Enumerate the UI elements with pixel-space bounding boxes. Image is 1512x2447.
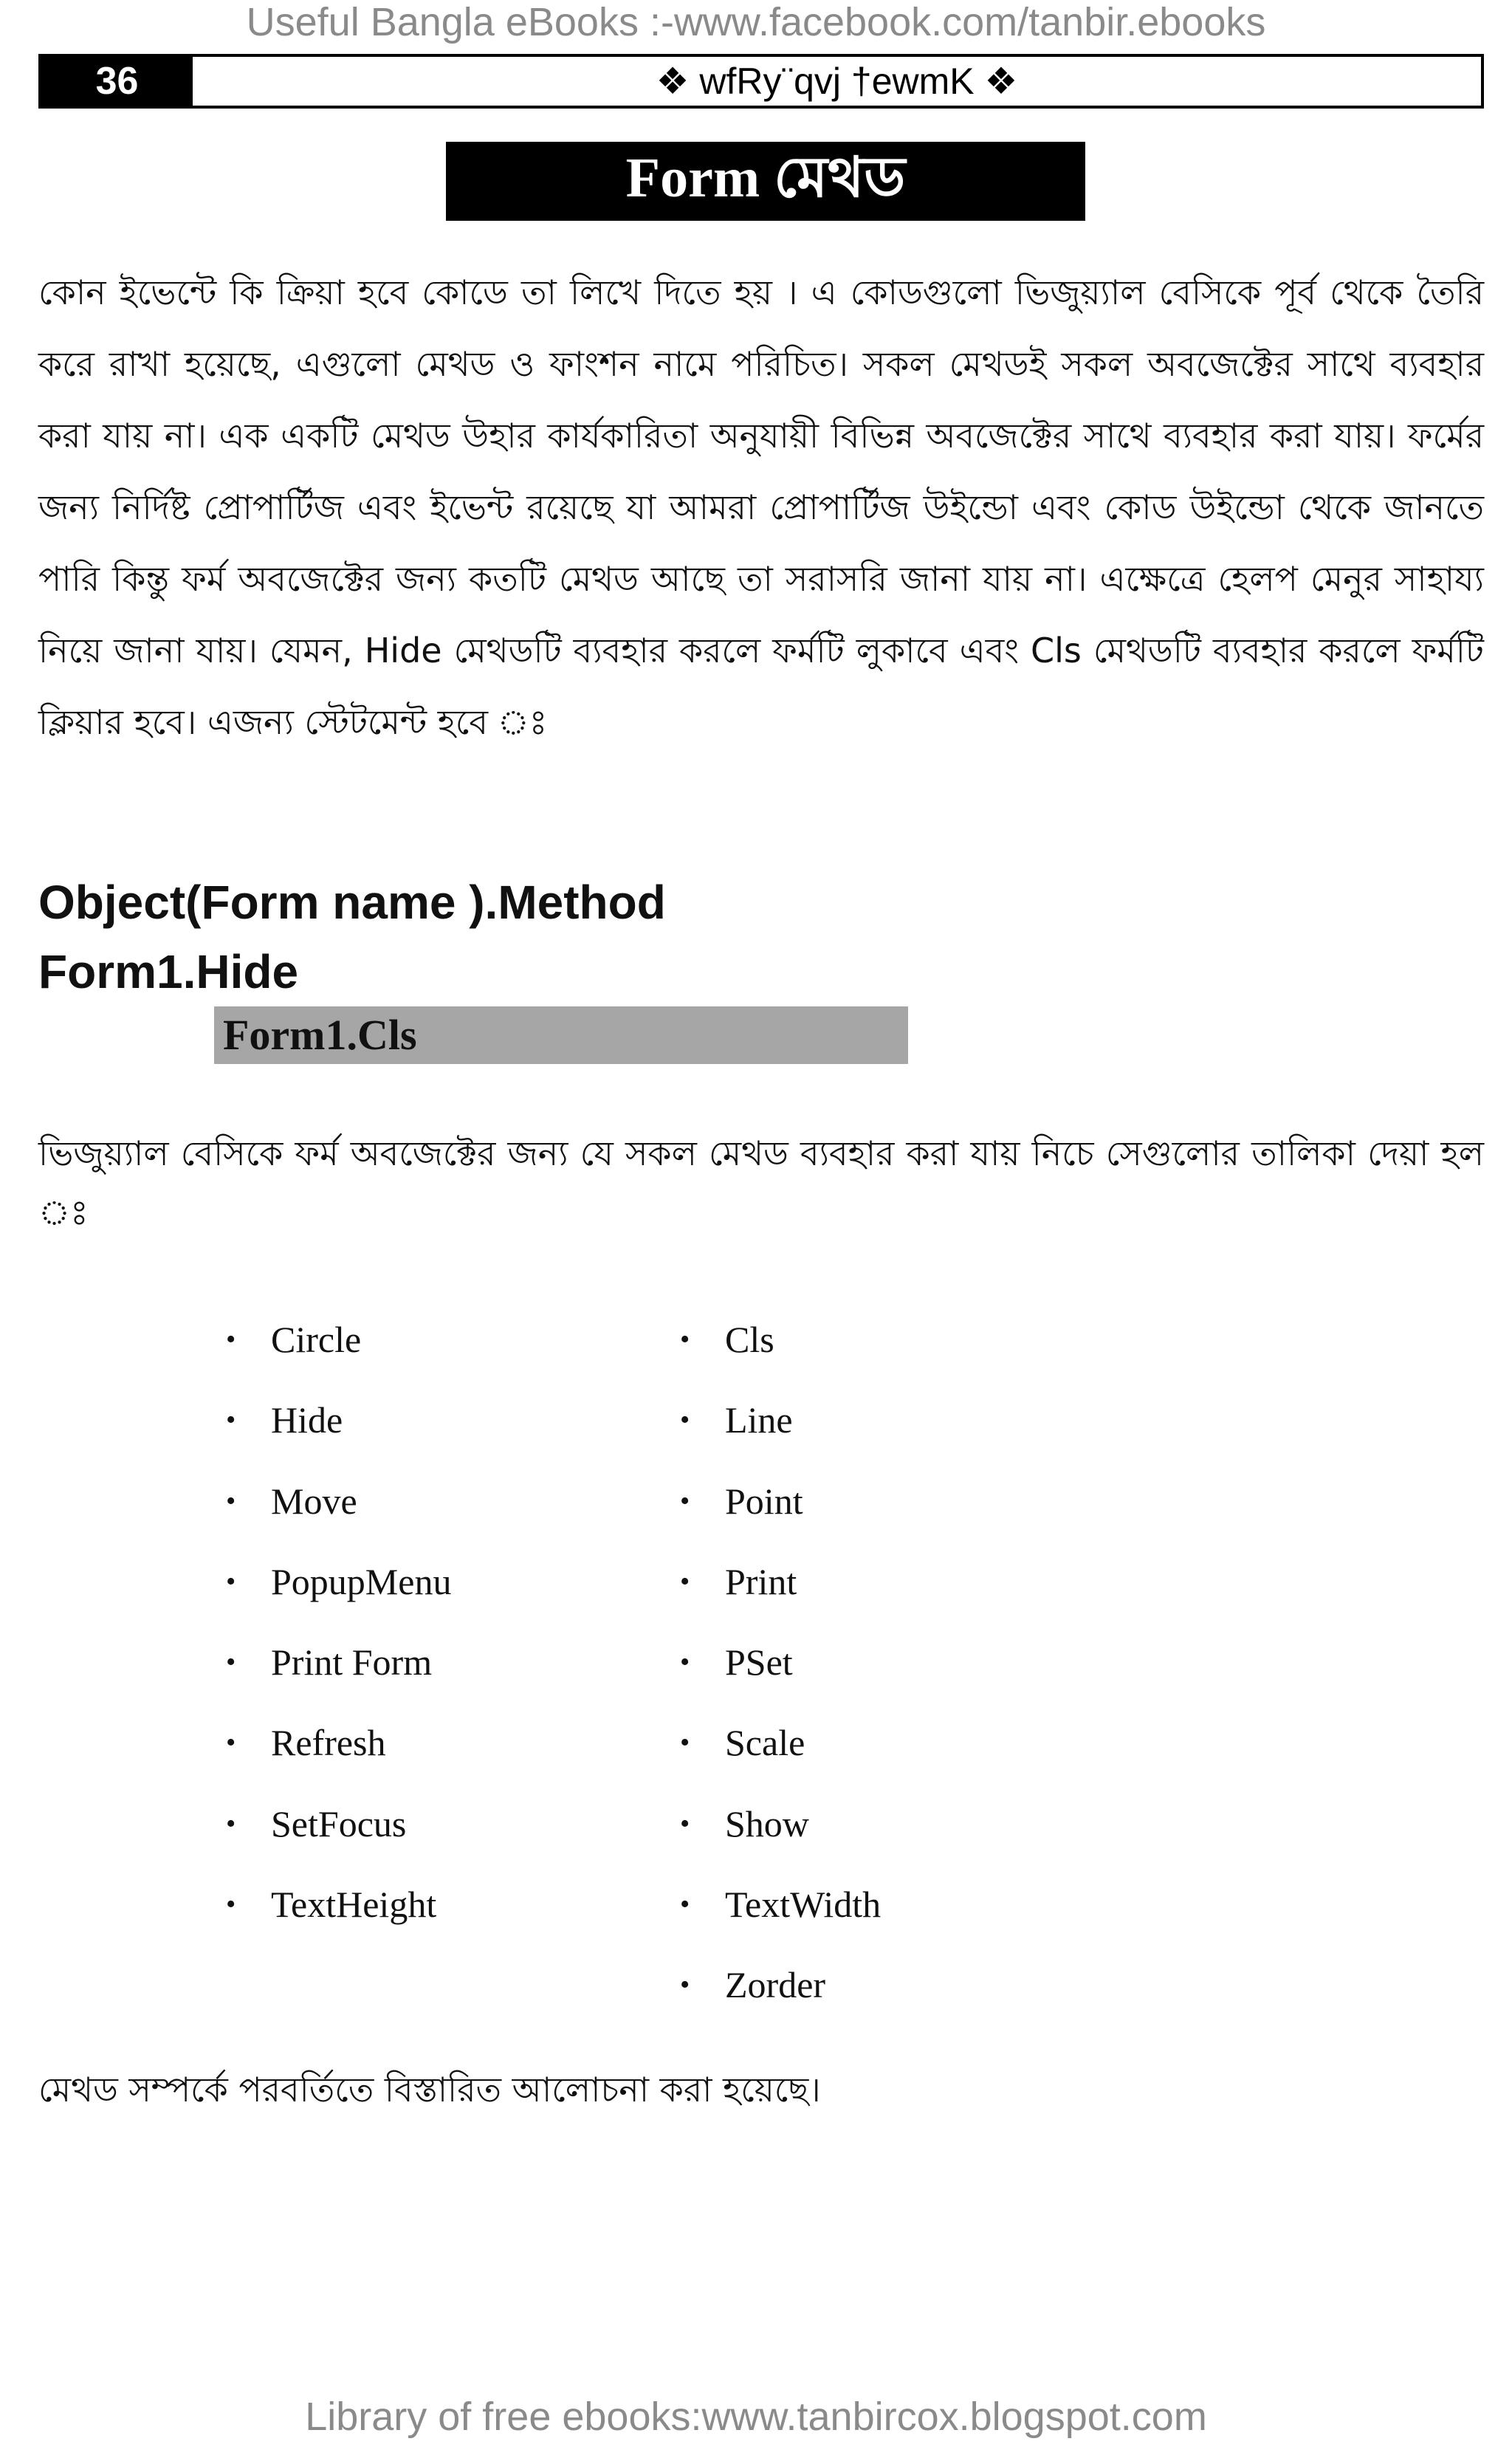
method-name: Cls [725, 1319, 774, 1360]
page-header [38, 54, 1484, 109]
bullet-icon: • [226, 1485, 236, 1517]
list-item [676, 1473, 1133, 1554]
list-item [676, 1957, 1133, 2037]
method-list-right [676, 1311, 1133, 2038]
method-name: Refresh [271, 1722, 386, 1764]
list-item [221, 1392, 679, 1472]
bullet-icon: • [680, 1727, 690, 1759]
method-name: Print Form [271, 1641, 433, 1684]
method-name: Zorder [725, 1964, 826, 2006]
list-item [221, 1634, 679, 1715]
code-syntax-line: Object(Form name ).Method [38, 876, 666, 929]
list-item [221, 1311, 679, 1392]
method-name: Hide [271, 1399, 343, 1441]
bullet-icon: • [226, 1808, 236, 1839]
running-head: ❖ wfRy¨qvj †ewmK ❖ [656, 61, 1018, 102]
list-item [221, 1715, 679, 1795]
bullet-icon: • [680, 1404, 690, 1436]
page-number: 36 [41, 57, 193, 106]
closing-paragraph: মেথড সম্পর্কে পরবর্তিতে বিস্তারিত আলোচনা করা হয়েছে। [38, 2070, 821, 2110]
bullet-icon: • [226, 1647, 236, 1678]
top-watermark: Useful Bangla eBooks :-www.facebook.com/tanbir.ebooks [246, 0, 1266, 44]
bullet-icon: • [680, 1485, 690, 1517]
method-name: TextHeight [271, 1884, 437, 1926]
list-intro-paragraph: ভিজুয়্যাল বেসিকে ফর্ম অবজেক্টের জন্য যে সকল মেথড ব্যবহার করা যায় নিচে সেগুলোর তালিকা দেয়া হল ঃ [38, 1133, 1484, 1232]
method-name: Point [725, 1480, 803, 1522]
method-name: Scale [725, 1722, 805, 1764]
bullet-icon: • [226, 1889, 236, 1921]
bullet-icon: • [680, 1808, 690, 1839]
method-name: PSet [725, 1641, 793, 1684]
list-item [676, 1796, 1133, 1876]
method-name: Line [725, 1399, 793, 1441]
method-name: Print [725, 1560, 797, 1602]
code-example-hide: Form1.Hide [38, 945, 299, 998]
list-item [676, 1311, 1133, 1392]
list-item [676, 1634, 1133, 1715]
list-item [676, 1715, 1133, 1795]
method-list-left [221, 1311, 679, 1957]
bullet-icon: • [680, 1889, 690, 1921]
list-item [676, 1876, 1133, 1957]
list-item [676, 1392, 1133, 1472]
list-item [221, 1796, 679, 1876]
bullet-icon: • [680, 1647, 690, 1678]
intro-paragraph: কোন ইভেন্টে কি ক্রিয়া হবে কোডে তা লিখে দিতে হয় । এ কোডগুলো ভিজুয়্যাল বেসিকে পূর্ব থেকে তৈরি করে রাখা হয়েছে, এগুলো মেথড ও ফাংশন নামে পরিচিত। সকল মেথডই সকল অবজেক্টের সাথে ব্যবহার করা যায় না। এক একটি মেথড উহার কার্যকারিতা অনুযায়ী বিভিন্ন অবজেক্টের সাথে ব্যবহার করা যায়। ফর্মের জন্য নির্দিষ্ট প্রোপার্টিজ এবং ইভেন্ট রয়েছে যা আমরা প্রোপার্টিজ উইন্ডো এবং কোড উইন্ডো থেকে জানতে পারি কিন্তু ফর্ম অবজেক্টের জন্য কতটি মেথড আছে তা সরাসরি জানা যায় না। এক্ষেত্রে হেলপ মেনুর সাহায্য নিয়ে জানা যায়। যেমন, Hide মেথডটি ব্যবহার করলে ফর্মটি লুকাবে এবং Cls মেথডটি ব্যবহার করলে ফর্মটি ক্লিয়ার হবে। এজন্য স্টেটমেন্ট হবে ঃ [38, 272, 1484, 742]
bullet-icon: • [680, 1324, 690, 1355]
list-item [221, 1554, 679, 1634]
section-title: Form মেথড [446, 142, 1085, 221]
list-item [221, 1473, 679, 1554]
method-name: SetFocus [271, 1802, 407, 1844]
bottom-watermark: Library of free ebooks:www.tanbircox.blogspot.com [305, 2395, 1207, 2439]
list-item [676, 1554, 1133, 1634]
bullet-icon: • [226, 1727, 236, 1759]
bullet-icon: • [226, 1324, 236, 1355]
list-item [221, 1876, 679, 1957]
bullet-icon: • [226, 1565, 236, 1597]
method-name: Move [271, 1480, 357, 1522]
bullet-icon: • [226, 1404, 236, 1436]
method-name: TextWidth [725, 1884, 882, 1926]
code-example-cls: Form1.Cls [214, 1006, 908, 1064]
method-name: PopupMenu [271, 1560, 452, 1602]
bullet-icon: • [680, 1969, 690, 2001]
method-name: Show [725, 1802, 809, 1844]
bullet-icon: • [680, 1565, 690, 1597]
method-name: Circle [271, 1319, 362, 1360]
